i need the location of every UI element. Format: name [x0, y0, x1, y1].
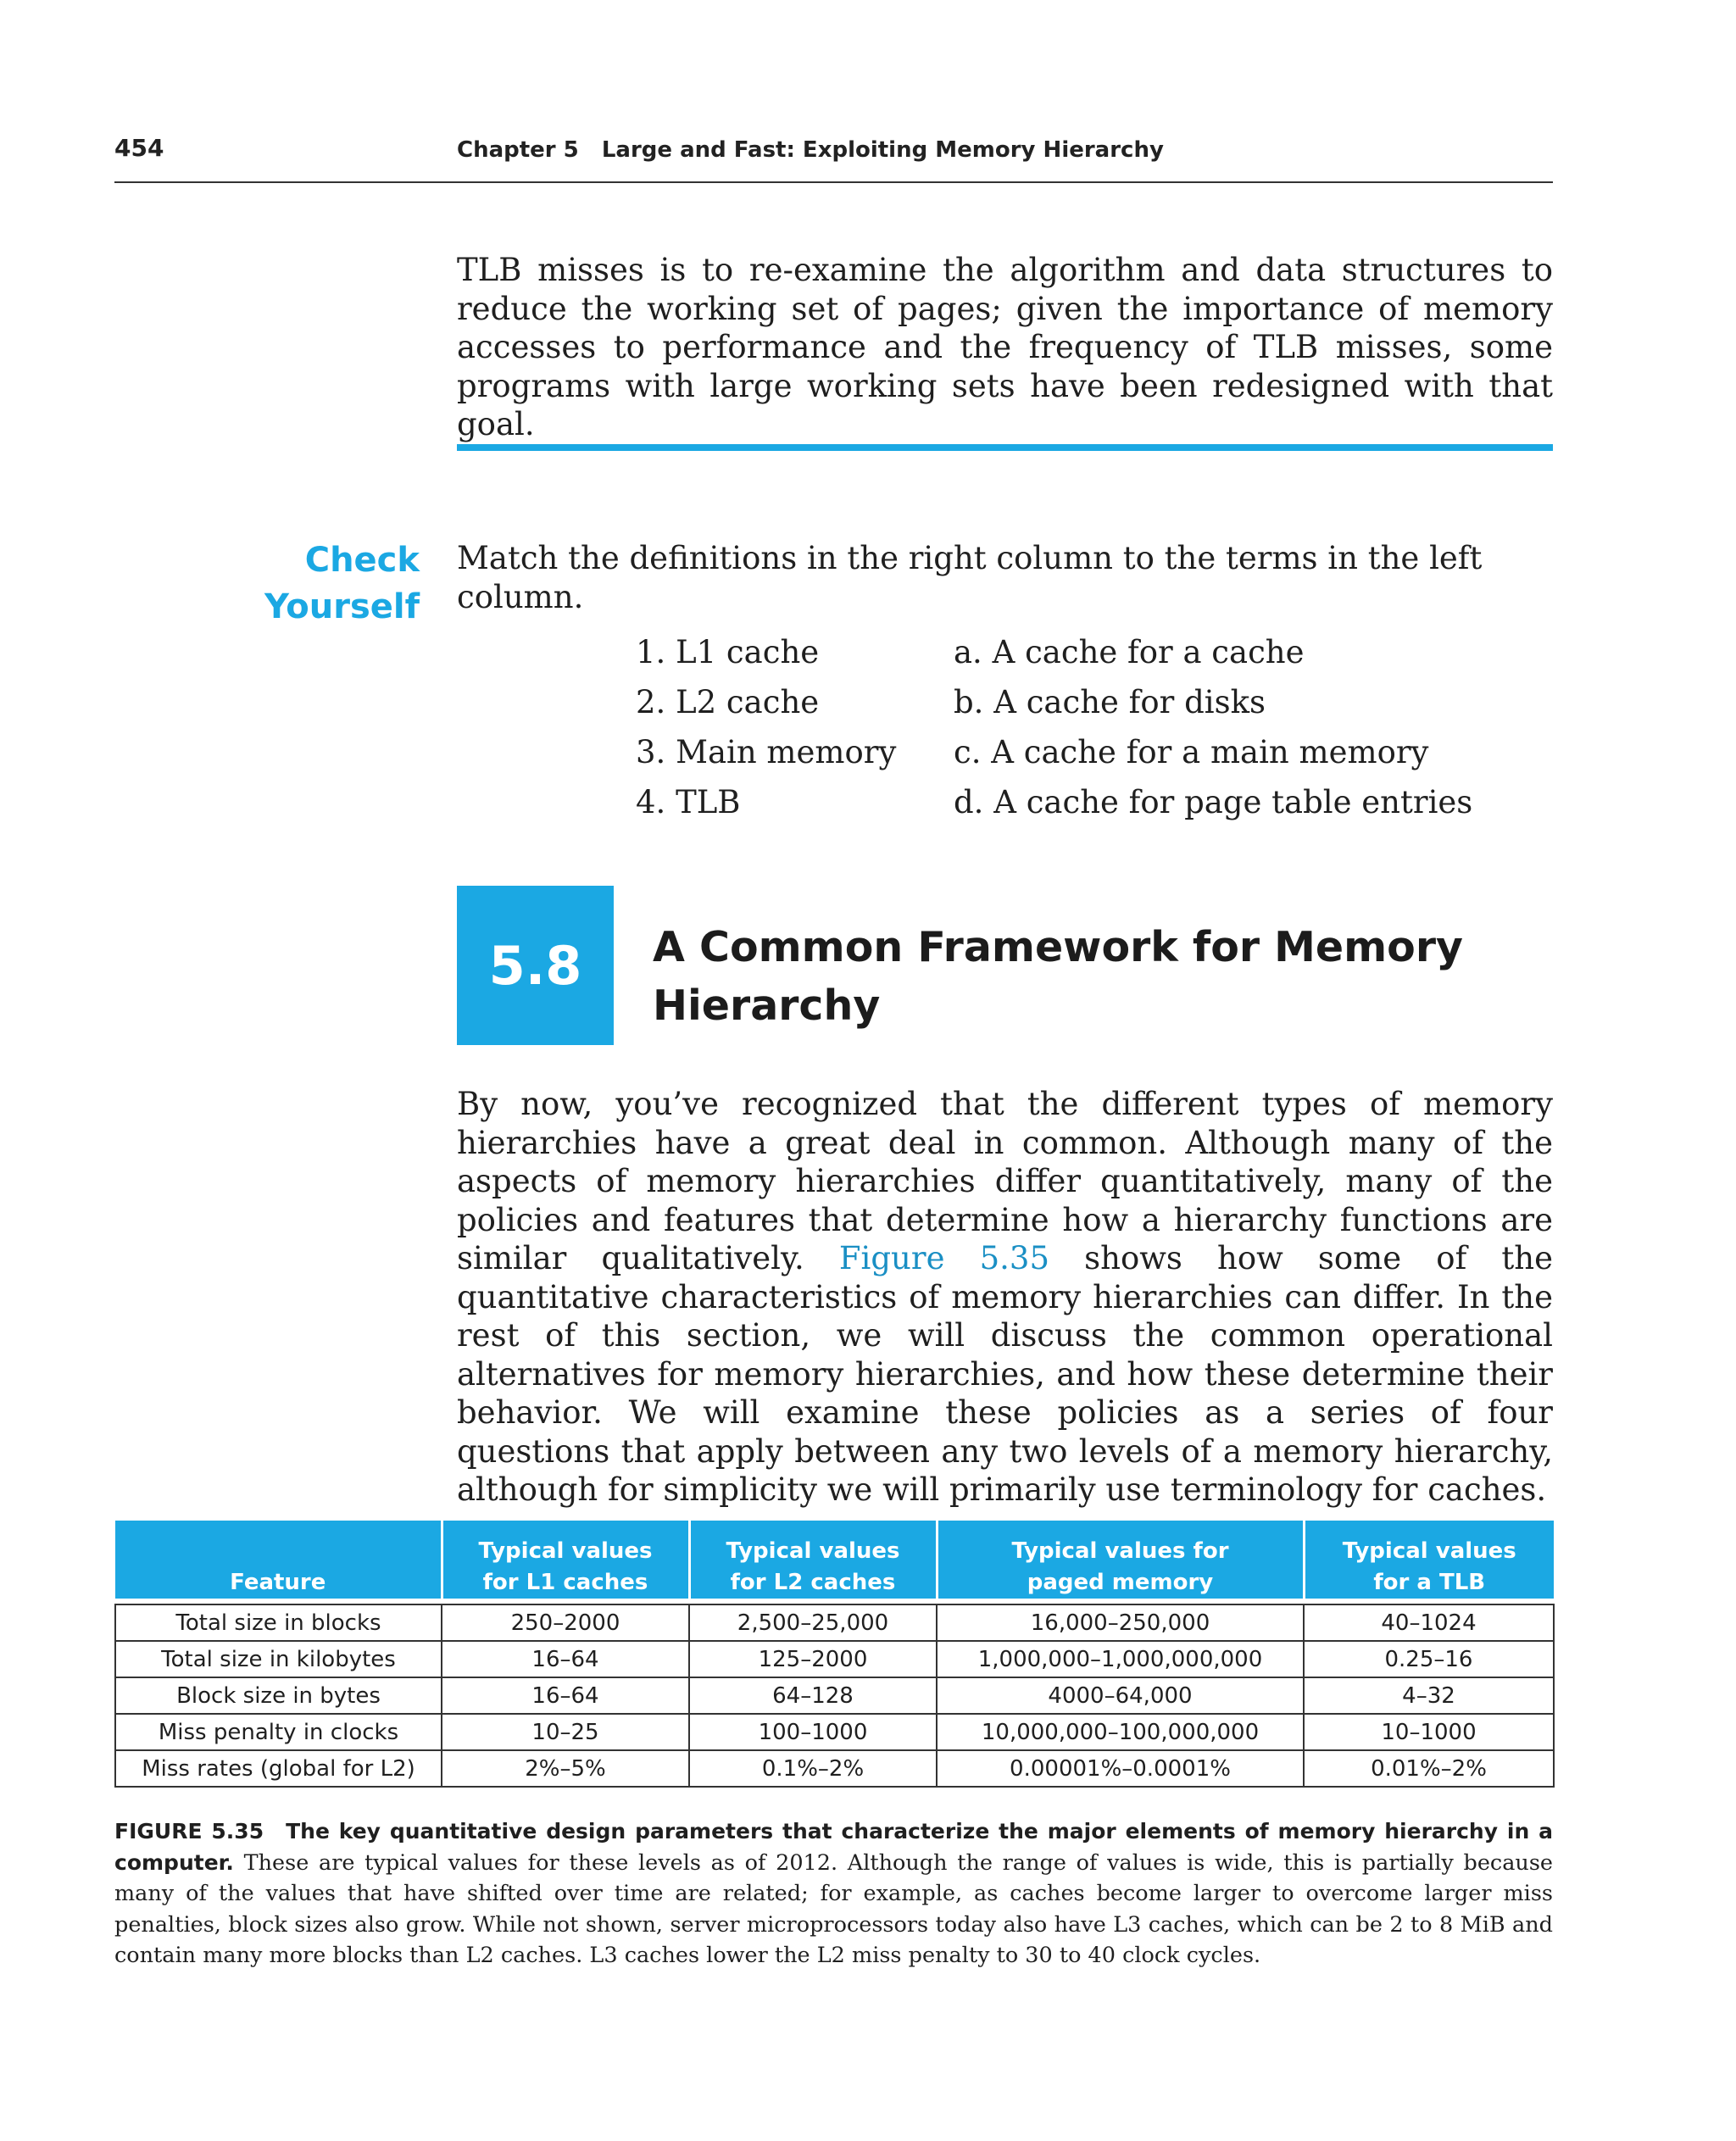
table-spacer	[115, 1599, 1554, 1604]
column-header-line: for a TLB	[1373, 1570, 1486, 1595]
table-cell: 2%–5%	[442, 1750, 689, 1787]
match-definition: b. A cache for disks	[954, 684, 1266, 720]
column-header	[689, 1521, 937, 1599]
check-label-line2: Yourself	[264, 587, 420, 626]
match-term: 2. L2 cache	[636, 684, 820, 720]
body-text-after-link: shows how some of the quantitative characteristics of memory hierarchies can differ. In the rest of this section, we will discuss the common operational alternatives for memory hierarchies, and how these determine their behavior. We will examine these policies as a series of four questions that apply between any two levels of a memory hierarchy, although for simplicity we will primarily use terminology for caches.	[457, 1240, 1553, 1508]
table-cell: Miss penalty in clocks	[115, 1714, 442, 1750]
table-cell: 0.01%–2%	[1304, 1750, 1554, 1787]
column-header-line: Typical values for	[1011, 1538, 1229, 1564]
figure-caption	[114, 1816, 1553, 1971]
table-cell: 16–64	[442, 1641, 689, 1677]
match-term: 1. L1 cache	[636, 634, 820, 670]
figure-label: FIGURE 5.35	[114, 1819, 264, 1843]
memory-parameters-table	[114, 1521, 1555, 1788]
figure-reference-link[interactable]: Figure 5.35	[838, 1240, 1049, 1276]
table-header-row	[115, 1521, 1554, 1599]
table-cell: 64–128	[689, 1677, 937, 1714]
section-title	[653, 918, 1543, 1035]
section-title-line2: Hierarchy	[653, 982, 881, 1030]
table-row	[115, 1714, 1554, 1750]
table-cell: Block size in bytes	[115, 1677, 442, 1714]
match-term: 3. Main memory	[636, 734, 897, 770]
table-cell: 16,000–250,000	[937, 1604, 1304, 1641]
running-head	[457, 137, 1164, 163]
table-cell: 16–64	[442, 1677, 689, 1714]
column-header	[1304, 1521, 1554, 1599]
match-definition: a. A cache for a cache	[954, 634, 1305, 670]
table-row	[115, 1750, 1554, 1787]
match-definition: c. A cache for a main memory	[954, 734, 1429, 770]
table-cell: Total size in kilobytes	[115, 1641, 442, 1677]
table-cell: Total size in blocks	[115, 1604, 442, 1641]
table-cell: 40–1024	[1304, 1604, 1554, 1641]
table-cell: 10–1000	[1304, 1714, 1554, 1750]
table-cell: 125–2000	[689, 1641, 937, 1677]
column-header	[115, 1521, 442, 1599]
check-label-line1: Check	[304, 541, 420, 580]
table-cell: 250–2000	[442, 1604, 689, 1641]
running-header	[114, 127, 1553, 183]
chapter-number: Chapter 5	[457, 137, 579, 163]
figure-caption-text: These are typical values for these levels as of 2012. Although the range of values is wide, this is partially because many of the values that have shifted over time are related; for example, as caches become larger to overcome larger miss penalties, block sizes also grow. While not shown, server microprocessors today also have L3 caches, which can be 2 to 8 MiB and contain many more blocks than L2 caches. L3 caches lower the L2 miss penalty to 30 to 40 clock cycles.	[114, 1849, 1554, 1968]
table-cell: 100–1000	[689, 1714, 937, 1750]
table-cell: 10,000,000–100,000,000	[937, 1714, 1304, 1750]
column-header-line: Typical values	[726, 1538, 900, 1564]
table-spacer-cell	[115, 1599, 1554, 1604]
intro-paragraph: TLB misses is to re-examine the algorithm and data structures to reduce the working set of pages; given the importance of memory accesses to performance and the frequency of TLB misses, some programs with large working sets have been redesigned with that goal.	[457, 252, 1553, 442]
table-cell: 1,000,000–1,000,000,000	[937, 1641, 1304, 1677]
check-yourself-label	[203, 537, 420, 631]
column-header	[442, 1521, 689, 1599]
figure-title: The key quantitative design parameters that characterize the major elements of memory hierarchy in a computer.	[114, 1819, 1553, 1875]
column-header-line: for L2 caches	[730, 1570, 896, 1595]
column-header-line: paged memory	[1027, 1570, 1214, 1595]
section-number-box	[457, 886, 614, 1045]
table-cell: 4000–64,000	[937, 1677, 1304, 1714]
column-header-line: for L1 caches	[482, 1570, 648, 1595]
match-term: 4. TLB	[636, 784, 741, 820]
body-text-before-link: By now, you’ve recognized that the different types of memory hierarchies have a great deal in common. Although many of the aspects of memory hierarchies differ quantitatively, many of the policies and features that determine how a hierarchy functions are similar qualitatively.	[457, 1086, 1553, 1276]
table-cell: 4–32	[1304, 1677, 1554, 1714]
section-title-line1: A Common Framework for Memory	[653, 923, 1463, 971]
section-number: 5.8	[488, 934, 582, 997]
column-header-line: Feature	[230, 1570, 326, 1595]
table-cell: 10–25	[442, 1714, 689, 1750]
table-row	[115, 1677, 1554, 1714]
table-cell: 0.25–16	[1304, 1641, 1554, 1677]
table-cell: 0.1%–2%	[689, 1750, 937, 1787]
page-number: 454	[114, 134, 164, 162]
match-definition: d. A cache for page table entries	[954, 784, 1473, 820]
column-header-line: Typical values	[478, 1538, 653, 1564]
chapter-title: Large and Fast: Exploiting Memory Hierarchy	[601, 137, 1164, 163]
section-divider	[457, 444, 1553, 451]
check-yourself-prompt: Match the definitions in the right column to the terms in the left column.	[457, 540, 1483, 615]
table-row	[115, 1604, 1554, 1641]
table-cell: Miss rates (global for L2)	[115, 1750, 442, 1787]
table-cell: 2,500–25,000	[689, 1604, 937, 1641]
body-paragraph	[457, 1085, 1553, 1510]
table-cell: 0.00001%–0.0001%	[937, 1750, 1304, 1787]
table-row	[115, 1641, 1554, 1677]
column-header	[937, 1521, 1304, 1599]
column-header-line: Typical values	[1342, 1538, 1516, 1564]
